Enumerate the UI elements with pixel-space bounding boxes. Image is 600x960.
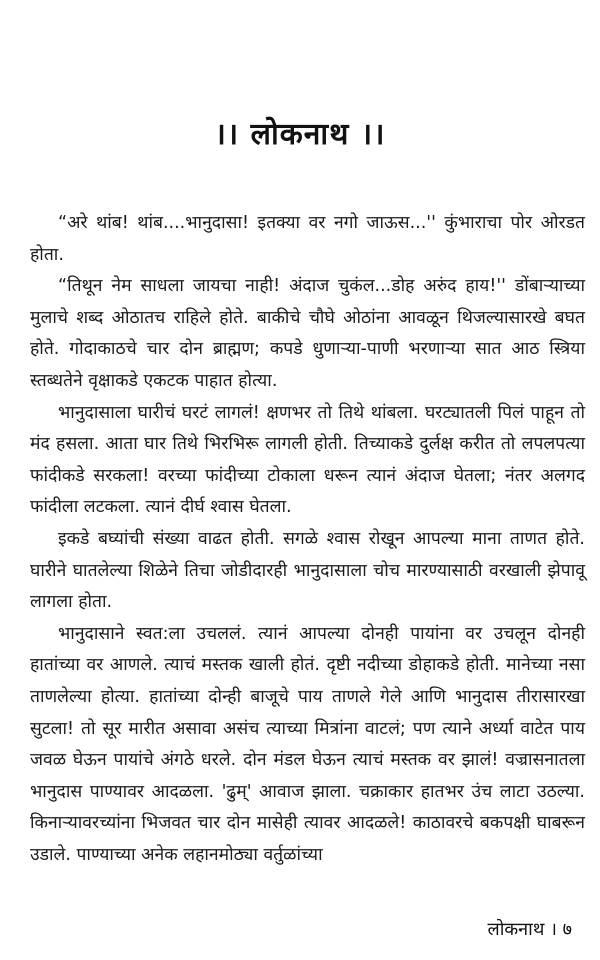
paragraph-5: भानुदासाने स्वत:ला उचललं. त्यानं आपल्या दोनही पायांना वर उचलून दोनही हातांच्या वर आणले. त्याचं मस्तक खाली होतं. दृष्टी नदीच्या डोहाकडे होती. मानेच्या नसा ताणलेल्या होत्या. हातांच्या दोन्ही बाजूचे पाय ताणले गेले आणि भानुदास तीरासारखा सुटला! तो सूर मारीत असावा असंच त्याच्या मित्रांना वाटलं; पण त्याने अर्ध्या वाटेत पाय जवळ घेऊन पायांचे अंगठे धरले. दोन मंडल घेऊन त्याचं मस्तक वर झालं! वज्रासनातला भानुदास पाण्यावर आदळला. 'ढुम्' आवाज झाला. चक्राकार हातभर उंच लाटा उठल्या. किनाऱ्यावरच्यांना भिजवत चार दोन मासेही त्यावर आदळले! काठावरचे बकपक्षी घाबरून उडाले. पाण्याच्या अनेक लहानमोठ्या वर्तुळांच्या [30, 623, 585, 865]
paragraph-4: इकडे बघ्यांची संख्या वाढत होती. सगळे श्वास रोखून आपल्या माना ताणत होते. घारीने घातलेल्या शिळेने तिचा जोडीदारही भानुदासाला चोच मारण्यासाठी वरखाली झेपावू लागला होता. [30, 528, 585, 613]
chapter-title: ।। लोकनाथ ।। [214, 117, 386, 152]
page-number: ७ [562, 919, 572, 940]
footer-separator: । [550, 919, 557, 940]
body-text [30, 208, 585, 871]
paragraph-1: “अरे थांब! थांब....भानुदासा! इतक्या वर नगो जाऊस...'' कुंभाराचा पोर ओरडत होता. [30, 213, 585, 265]
running-title: लोकनाथ [487, 919, 545, 940]
paragraph-2: “तिथून नेम साधला जायचा नाही! अंदाज चुकंल...डोह अरुंद हाय!'' डोंबाऱ्याच्या मुलाचे शब्द ओठातच राहिले होते. बाकीचे चौघे ओठांना आवळून थिजल्यासारखे बघत होते. गोदाकाठचे चार दोन ब्राह्मण; कपडे धुणाऱ्या-पाणी भरणाऱ्या सात आठ स्त्रिया स्तब्धतेने वृक्षाकडे एकटक पाहात होत्या. [30, 276, 585, 391]
page-footer [487, 917, 572, 941]
paragraph-3: भानुदासाला घारीचं घरटं लागलं! क्षणभर तो तिथे थांबला. घरट्यातली पिलं पाहून तो मंद हसला. आता घार तिथे भिरभिरू लागली होती. तिच्याकडे दुर्लक्ष करीत तो लपलपत्या फांदीकडे सरकला! वरच्या फांदीच्या टोकाला धरून त्यानं अंदाज घेतला; नंतर अलगद फांदीला लटकला. त्यानं दीर्घ श्वास घेतला. [30, 402, 585, 518]
